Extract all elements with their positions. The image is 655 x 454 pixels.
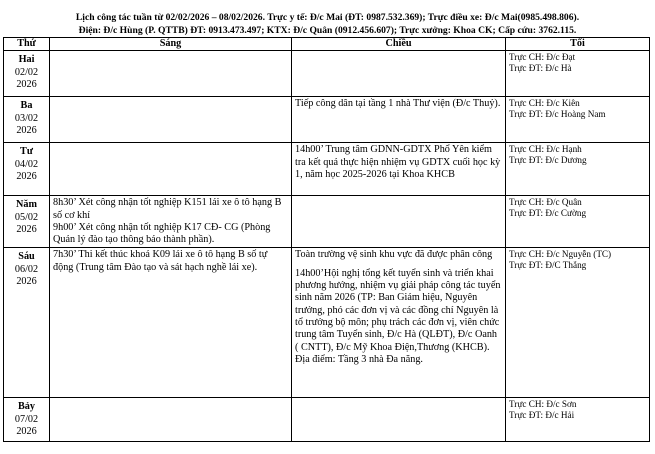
- duty-entry: Trực CH: Đ/c Quân: [509, 197, 582, 208]
- morning-cell: [50, 143, 292, 196]
- day-year: 2026: [16, 78, 37, 90]
- duty-entry: Trực CH: Đ/c Nguyễn (TC): [509, 249, 612, 260]
- morning-entry: 9h00’ Xét công nhận tốt nghiệp K17 CĐ- CG (Phòng Quản lý đào tạo thông báo thành phần).: [53, 221, 271, 246]
- day-date: 07/02: [14, 413, 39, 425]
- evening-duty-cell: [506, 248, 650, 398]
- day-name: Năm: [16, 199, 37, 211]
- evening-duty-cell: [506, 97, 650, 143]
- afternoon-entry: 14h00’Hội nghị tổng kết tuyển sinh và triển khai phương hướng, nhiệm vụ giải pháp công tác tuyển sinh năm 2026 (TP: Ban Giám hiệu, Nguyên trưởng, phó các đơn vị và các đồng chí Nguyên là tổ trưởng bộ môn; phụ trách các đơn vị, viên chức trung tâm Tuyển sinh, Đ/c Hà (QLĐT), Đ/c Oanh ( CNTT), Đ/c Mỹ Khoa Điện,Thương (KHCB).: [295, 267, 501, 353]
- evening-duty-cell: [506, 196, 650, 248]
- header-line-2: Điện: Đ/c Hùng (P. QTTB) ĐT: 0913.473.497; KTX: Đ/c Quân (0912.456.607); Trực xưởng: Khoa CK; Cấp cứu: 3762.115.: [78, 25, 577, 36]
- day-name: Sáu: [18, 251, 35, 263]
- duty-entry: Trực ĐT: Đ/c Hoàng Nam: [509, 108, 606, 119]
- day-name: Ba: [20, 100, 33, 112]
- afternoon-cell: [292, 97, 506, 143]
- day-name: Bảy: [18, 401, 35, 413]
- morning-cell: [50, 97, 292, 143]
- day-year: 2026: [16, 170, 37, 182]
- column-header-evening: Tối: [506, 38, 650, 51]
- morning-cell: [50, 398, 292, 442]
- duty-entry: Trực ĐT: Đ/c Cường: [509, 207, 587, 218]
- afternoon-entry: Địa điểm: Tầng 3 nhà Đa năng.: [295, 353, 423, 365]
- day-date: 03/02: [14, 112, 39, 124]
- schedule-header: [0, 0, 655, 37]
- evening-duty-cell: [506, 398, 650, 442]
- table-row: [4, 196, 650, 248]
- day-cell: [4, 51, 50, 97]
- afternoon-cell: [292, 143, 506, 196]
- day-date: 02/02: [14, 66, 39, 78]
- table-row: [4, 143, 650, 196]
- day-year: 2026: [16, 276, 37, 288]
- table-row: [4, 248, 650, 398]
- afternoon-entry: 14h00’ Trung tâm GDNN-GDTX Phổ Yên kiểm tra kết quả thực hiện nhiệm vụ GDTX cuối học kỳ 1, năm học 2025-2026 tại Khoa KHCB: [295, 144, 501, 180]
- afternoon-cell: [292, 196, 506, 248]
- table-header-row: [4, 38, 650, 51]
- table-row: [4, 51, 650, 97]
- morning-cell: [50, 196, 292, 248]
- morning-entry: 7h30’ Thi kết thúc khoá K09 lái xe ô tô hạng B số tự động (Trung tâm Đào tạo và sát hạch nghề lái xe).: [53, 249, 268, 273]
- duty-entry: Trực ĐT: Đ/c Dương: [509, 154, 587, 165]
- day-name: Tư: [20, 146, 33, 158]
- day-cell: [4, 398, 50, 442]
- day-name: Hai: [18, 54, 35, 66]
- day-date: 04/02: [14, 158, 39, 170]
- day-cell: [4, 143, 50, 196]
- day-date: 06/02: [14, 263, 39, 275]
- day-year: 2026: [16, 223, 37, 235]
- day-cell: [4, 248, 50, 398]
- afternoon-cell: [292, 398, 506, 442]
- duty-entry: Trực CH: Đ/c Đạt: [509, 52, 576, 63]
- duty-entry: Trực ĐT: Đ/c Hải: [509, 409, 575, 420]
- duty-entry: Trực CH: Đ/c Sơn: [509, 399, 577, 410]
- duty-entry: Trực CH: Đ/c Hạnh: [509, 144, 582, 155]
- duty-entry: Trực ĐT: Đ/C Thắng: [509, 259, 587, 270]
- day-year: 2026: [16, 124, 37, 136]
- day-date: 05/02: [14, 211, 39, 223]
- afternoon-cell: [292, 248, 506, 398]
- evening-duty-cell: [506, 143, 650, 196]
- duty-entry: Trực CH: Đ/c Kiên: [509, 98, 580, 109]
- day-cell: [4, 97, 50, 143]
- morning-cell: [50, 248, 292, 398]
- column-header-morning: Sáng: [50, 38, 292, 51]
- table-row: [4, 398, 650, 442]
- day-cell: [4, 196, 50, 248]
- header-line-1: Lịch công tác tuần từ 02/02/2026 – 08/02/2026. Trực y tế: Đ/c Mai (ĐT: 0987.532.369); Trực điều xe: Đ/c Mai(0985.498.806).: [75, 12, 580, 23]
- afternoon-entry: Tiếp công dân tại tầng 1 nhà Thư viện (Đ/c Thuỷ).: [295, 98, 501, 110]
- weekly-schedule-table: [3, 37, 650, 442]
- afternoon-entry: Toàn trường vệ sinh khu vực đã được phân công: [295, 249, 493, 261]
- table-row: [4, 97, 650, 143]
- day-year: 2026: [16, 426, 37, 438]
- morning-entry: 8h30’ Xét công nhận tốt nghiệp K151 lái xe ô tô hạng B số cơ khí: [53, 197, 282, 221]
- column-header-day: Thứ: [4, 38, 50, 51]
- evening-duty-cell: [506, 51, 650, 97]
- afternoon-cell: [292, 51, 506, 97]
- morning-cell: [50, 51, 292, 97]
- duty-entry: Trực ĐT: Đ/c Hà: [509, 62, 572, 73]
- column-header-afternoon: Chiều: [292, 38, 506, 51]
